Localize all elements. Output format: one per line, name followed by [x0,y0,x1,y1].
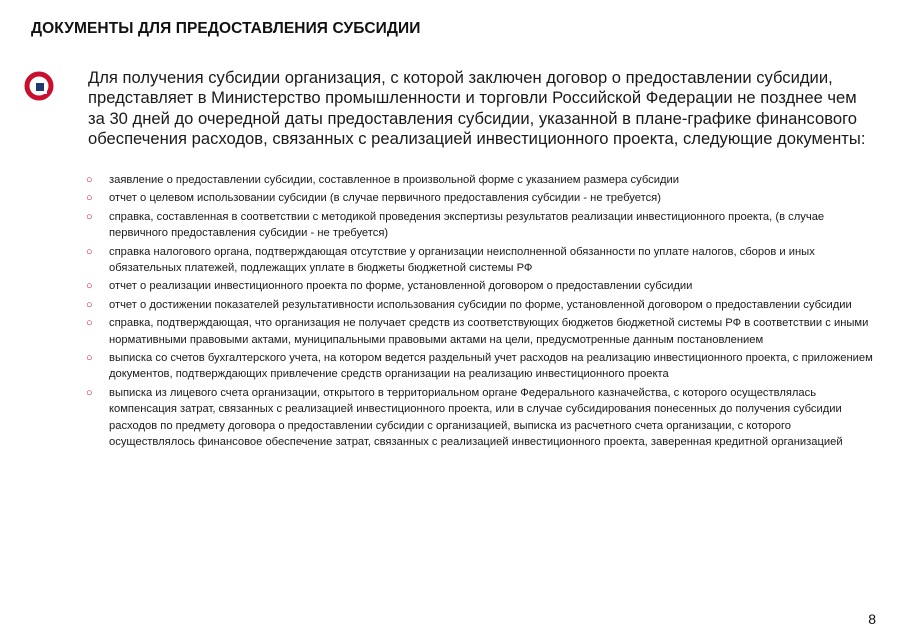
list-item-text: справка, составленная в соответствии с методикой проведения экспертизы результатов реализации инвестиционного проекта, (в случае первичного предоставления субсидии - не требуется) [109,210,825,240]
circle-bullet-icon: ○ [86,192,93,205]
circle-bullet-icon: ○ [86,298,93,311]
list-item-text: отчет о целевом использовании субсидии (в случае первичного предоставления субсидии - не требуется) [109,192,661,205]
list-item-text: выписка со счетов бухгалтерского учета, на котором ведется раздельный учет расходов на реализацию инвестиционного проекта, с приложением документов, подтверждающих привлечение средств организации на реализацию инвестиционного проекта [109,352,873,381]
circle-bullet-icon: ○ [86,386,93,399]
list-item-text: заявление о предоставлении субсидии, составленное в произвольной форме с указанием размера субсидии [109,174,679,186]
list-item [86,297,876,313]
ring-logo-icon [24,71,54,101]
list-item [86,315,876,348]
circle-bullet-icon: ○ [86,280,93,293]
list-item-text: выписка из лицевого счета организации, открытого в территориальном органе Федерального казначейства, с которого осуществлялась компенсация затрат, связанных с реализацией инвестиционного проекта, или в случае субсидирования понесенных до получения субсидии расходов по предмету договора о предоставлении субсидии с организацией, выписка из расчетного счета организации, с которого осуществлялось финансовое обеспечение затрат, связанных с реализацией инвестиционного проекта, заверенная кредитной организацией [109,386,843,449]
list-item [86,278,876,294]
list-item [86,190,876,206]
list-item [86,172,876,188]
documents-list [86,172,876,453]
list-item [86,350,876,383]
circle-bullet-icon: ○ [86,210,93,223]
circle-bullet-icon: ○ [86,245,93,258]
circle-bullet-icon: ○ [86,317,93,330]
list-item [86,209,876,242]
circle-bullet-icon: ○ [86,174,93,186]
circle-bullet-icon: ○ [86,352,93,365]
page-number: 8 [868,611,876,627]
list-item-text: отчет о достижении показателей результативности использования субсидии по форме, установленной договором о предоставлении субсидии [109,298,852,311]
intro-paragraph: Для получения субсидии организация, с которой заключен договор о предоставлении субсидии, представляет в Министерство промышленности и торговли Российской Федерации не позднее чем за 30 дней до очередной даты предоставления субсидии, указанной в плане-графике финансового обеспечения расходов, связанных с реализацией инвестиционного проекта, следующие документы: [88,68,866,148]
list-item-text: справка, подтверждающая, что организация не получает средств из соответствующих бюджетов бюджетной системы РФ в соответствии с иными нормативными правовыми актами, муниципальными правовыми актами на цели, предусмотренные данным постановлением [109,317,869,346]
list-item [86,385,876,451]
slide-title: ДОКУМЕНТЫ ДЛЯ ПРЕДОСТАВЛЕНИЯ СУБСИДИИ [31,20,421,37]
list-item-text: справка налогового органа, подтверждающая отсутствие у организации неисполненной обязанности по уплате налогов, сборов и иных обязательных платежей, подлежащих уплате в бюджеты бюджетной системы РФ [109,245,815,275]
list-item [86,244,876,277]
list-item-text: отчет о реализации инвестиционного проекта по форме, установленной договором о предоставлении субсидии [109,280,693,293]
